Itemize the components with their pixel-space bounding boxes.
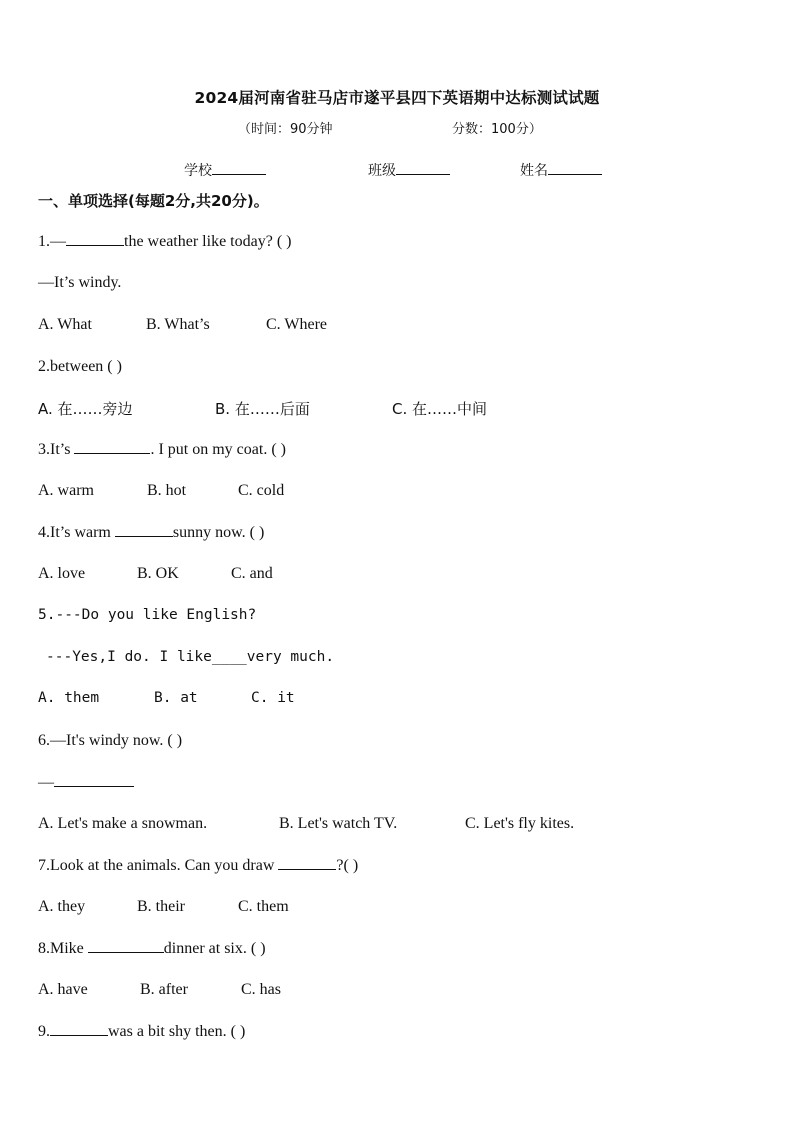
question-1-blank[interactable] <box>66 233 124 246</box>
question-9 <box>38 1023 245 1041</box>
question-9-blank[interactable] <box>50 1023 108 1036</box>
question-3-blank[interactable] <box>74 441 150 454</box>
question-5-reply: ---Yes,I do. I like____very much. <box>46 649 335 665</box>
option-b[interactable]: B. at <box>154 690 198 706</box>
option-b[interactable]: B. after <box>140 981 188 998</box>
question-4 <box>38 524 264 542</box>
option-a[interactable]: A. they <box>38 898 86 915</box>
class-blank[interactable] <box>396 162 450 175</box>
question-6-dash: — <box>38 774 54 791</box>
question-8 <box>38 940 266 958</box>
option-a[interactable]: A. 在……旁边 <box>38 400 133 418</box>
exam-score: 分数：100分） <box>452 122 542 137</box>
option-a[interactable]: A. have <box>38 981 88 998</box>
option-b[interactable]: B. What’s <box>146 316 210 333</box>
option-c[interactable]: C. cold <box>238 482 285 499</box>
class-field[interactable] <box>368 160 450 180</box>
option-b[interactable]: B. 在……后面 <box>215 400 310 418</box>
page-title: 2024届河南省驻马店市遂平县四下英语期中达标测试试题 <box>194 89 600 107</box>
name-blank[interactable] <box>548 162 602 175</box>
option-a[interactable]: A. warm <box>38 482 94 499</box>
option-c[interactable]: C. 在……中间 <box>392 400 488 418</box>
option-a[interactable]: A. What <box>38 316 92 333</box>
question-4-stem-b: sunny now. ( ) <box>172 524 265 541</box>
option-a[interactable]: A. them <box>38 690 100 706</box>
name-field[interactable] <box>520 160 602 180</box>
school-field[interactable] <box>184 160 266 180</box>
option-c[interactable]: C. Let's fly kites. <box>465 815 575 832</box>
option-c[interactable]: C. and <box>231 565 273 582</box>
question-7-blank[interactable] <box>278 857 336 870</box>
option-b[interactable]: B. hot <box>147 482 187 499</box>
question-9-stem-b: was a bit shy then. ( ) <box>108 1023 246 1040</box>
option-c[interactable]: C. it <box>251 690 295 706</box>
question-2: 2.between ( ) <box>38 358 122 375</box>
school-blank[interactable] <box>212 162 266 175</box>
option-b[interactable]: B. OK <box>137 565 179 582</box>
question-8-stem-a: 8.Mike <box>38 940 88 957</box>
question-6-blank[interactable] <box>54 774 134 787</box>
question-7 <box>38 857 358 875</box>
question-5: 5.---Do you like English? <box>38 607 257 623</box>
option-b[interactable]: B. Let's watch TV. <box>279 815 398 832</box>
name-label: 姓名 <box>520 163 548 179</box>
question-1-reply: —It’s windy. <box>38 274 122 291</box>
question-3-stem-b: . I put on my coat. ( ) <box>150 441 286 458</box>
question-6: 6.—It's windy now. ( ) <box>38 732 183 749</box>
class-label: 班级 <box>368 163 396 179</box>
question-1-stem-b: the weather like today? ( ) <box>124 233 292 250</box>
question-3 <box>38 441 286 459</box>
question-4-blank[interactable] <box>115 524 173 537</box>
question-1-stem-a: 1.— <box>38 233 66 250</box>
question-1 <box>38 233 291 251</box>
question-4-stem-a: 4.It’s warm <box>38 524 115 541</box>
question-9-stem-a: 9. <box>38 1023 50 1040</box>
option-c[interactable]: C. them <box>238 898 289 915</box>
option-c[interactable]: C. has <box>241 981 281 998</box>
question-8-blank[interactable] <box>88 940 164 953</box>
question-7-stem-b: ?( ) <box>336 857 359 874</box>
option-a[interactable]: A. Let's make a snowman. <box>38 815 208 832</box>
exam-time: （时间：90分钟 <box>238 122 333 137</box>
school-label: 学校 <box>184 163 212 179</box>
option-c[interactable]: C. Where <box>266 316 328 333</box>
option-a[interactable]: A. love <box>38 565 86 582</box>
question-8-stem-b: dinner at six. ( ) <box>163 940 266 957</box>
question-6-reply <box>38 774 134 792</box>
option-b[interactable]: B. their <box>137 898 185 915</box>
question-3-stem-a: 3.It’s <box>38 441 75 458</box>
section-title: 一、单项选择(每题2分,共20分)。 <box>38 192 269 210</box>
question-7-stem-a: 7.Look at the animals. Can you draw <box>38 857 279 874</box>
